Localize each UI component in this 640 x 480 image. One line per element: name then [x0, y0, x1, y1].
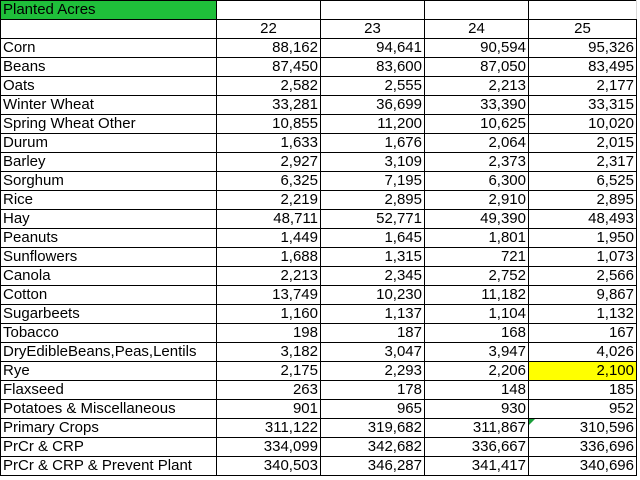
value-cell[interactable]: 168	[425, 324, 529, 343]
table-row	[1, 39, 637, 58]
sheet-title-cell[interactable]: Planted Acres	[1, 1, 217, 20]
value-cell[interactable]: 311,122	[217, 419, 321, 438]
table-row	[1, 457, 637, 476]
value-cell[interactable]: 6,325	[217, 172, 321, 191]
table-row	[1, 248, 637, 267]
crop-label-cell[interactable]: Oats	[1, 77, 217, 96]
value-cell[interactable]: 2,752	[425, 267, 529, 286]
value-cell[interactable]: 2,927	[217, 153, 321, 172]
value-cell[interactable]: 6,300	[425, 172, 529, 191]
crop-label-cell[interactable]: Winter Wheat	[1, 96, 217, 115]
value-cell[interactable]: 2,582	[217, 77, 321, 96]
table-row	[1, 210, 637, 229]
table-row	[1, 343, 637, 362]
value-cell[interactable]: 1,104	[425, 305, 529, 324]
table-row	[1, 153, 637, 172]
value-cell[interactable]: 52,771	[321, 210, 425, 229]
table-row	[1, 438, 637, 457]
crop-label-cell[interactable]: Spring Wheat Other	[1, 115, 217, 134]
value-cell[interactable]: 83,495	[529, 58, 637, 77]
value-cell[interactable]: 7,195	[321, 172, 425, 191]
year-header-row	[1, 20, 637, 39]
value-cell[interactable]: 346,287	[321, 457, 425, 476]
title-row	[1, 1, 637, 20]
table-row	[1, 229, 637, 248]
value-cell[interactable]: 2,345	[321, 267, 425, 286]
value-cell[interactable]: 901	[217, 400, 321, 419]
value-cell[interactable]: 2,566	[529, 267, 637, 286]
crop-label-cell[interactable]: Sunflowers	[1, 248, 217, 267]
value-cell[interactable]: 87,450	[217, 58, 321, 77]
empty-cell[interactable]	[425, 1, 529, 20]
value-cell[interactable]: 2,555	[321, 77, 425, 96]
crop-label-cell[interactable]: Flaxseed	[1, 381, 217, 400]
crop-label-cell[interactable]: Barley	[1, 153, 217, 172]
table-row	[1, 267, 637, 286]
value-cell[interactable]: 2,213	[425, 77, 529, 96]
value-cell[interactable]: 2,015	[529, 134, 637, 153]
value-cell[interactable]: 263	[217, 381, 321, 400]
crop-label-cell[interactable]: Rice	[1, 191, 217, 210]
value-cell[interactable]: 95,326	[529, 39, 637, 58]
table-row	[1, 286, 637, 305]
empty-cell[interactable]	[217, 1, 321, 20]
crop-label-cell[interactable]: Beans	[1, 58, 217, 77]
value-cell[interactable]: 83,600	[321, 58, 425, 77]
value-cell[interactable]: 342,682	[321, 438, 425, 457]
value-cell[interactable]: 198	[217, 324, 321, 343]
table-row	[1, 324, 637, 343]
value-cell[interactable]: 311,867	[425, 419, 529, 438]
table-row	[1, 381, 637, 400]
value-cell[interactable]: 3,109	[321, 153, 425, 172]
value-cell[interactable]: 90,594	[425, 39, 529, 58]
crop-label-cell[interactable]: Durum	[1, 134, 217, 153]
crop-label-cell[interactable]: Peanuts	[1, 229, 217, 248]
crop-label-cell[interactable]: Sorghum	[1, 172, 217, 191]
value-cell[interactable]: 3,047	[321, 343, 425, 362]
value-cell[interactable]: 2,373	[425, 153, 529, 172]
value-cell[interactable]: 340,696	[529, 457, 637, 476]
value-cell[interactable]: 1,449	[217, 229, 321, 248]
table-row	[1, 96, 637, 115]
value-cell[interactable]: 33,390	[425, 96, 529, 115]
highlighted-value-cell[interactable]: 2,100	[529, 362, 637, 381]
crop-label-cell[interactable]: Hay	[1, 210, 217, 229]
value-cell[interactable]: 2,317	[529, 153, 637, 172]
value-cell[interactable]: 11,182	[425, 286, 529, 305]
value-cell[interactable]: 11,200	[321, 115, 425, 134]
value-cell[interactable]: 2,175	[217, 362, 321, 381]
value-cell[interactable]: 9,867	[529, 286, 637, 305]
value-cell[interactable]: 49,390	[425, 210, 529, 229]
value-cell[interactable]: 178	[321, 381, 425, 400]
value-cell[interactable]: 721	[425, 248, 529, 267]
table-row	[1, 191, 637, 210]
table-row	[1, 419, 637, 438]
value-cell[interactable]: 1,676	[321, 134, 425, 153]
value-cell[interactable]: 952	[529, 400, 637, 419]
value-cell[interactable]: 1,950	[529, 229, 637, 248]
value-cell[interactable]: 2,895	[321, 191, 425, 210]
value-cell[interactable]: 87,050	[425, 58, 529, 77]
value-cell[interactable]: 2,293	[321, 362, 425, 381]
year-header-cell[interactable]: 25	[529, 20, 637, 39]
crop-label-cell[interactable]: PrCr & CRP & Prevent Plant	[1, 457, 217, 476]
value-cell[interactable]: 1,160	[217, 305, 321, 324]
crop-label-cell[interactable]: Potatoes & Miscellaneous	[1, 400, 217, 419]
value-cell[interactable]: 10,625	[425, 115, 529, 134]
value-cell[interactable]: 1,633	[217, 134, 321, 153]
value-cell[interactable]: 1,801	[425, 229, 529, 248]
value-cell[interactable]: 10,020	[529, 115, 637, 134]
value-cell[interactable]: 1,132	[529, 305, 637, 324]
value-cell[interactable]: 3,947	[425, 343, 529, 362]
year-header-cell[interactable]: 23	[321, 20, 425, 39]
crop-label-cell[interactable]: PrCr & CRP	[1, 438, 217, 457]
year-header-cell[interactable]: 24	[425, 20, 529, 39]
value-cell[interactable]: 310,596	[529, 419, 637, 438]
value-cell[interactable]: 336,667	[425, 438, 529, 457]
value-cell[interactable]: 965	[321, 400, 425, 419]
value-cell[interactable]: 2,895	[529, 191, 637, 210]
value-cell[interactable]: 1,688	[217, 248, 321, 267]
table-row	[1, 172, 637, 191]
value-cell[interactable]: 88,162	[217, 39, 321, 58]
value-cell[interactable]: 2,213	[217, 267, 321, 286]
value-cell[interactable]: 6,525	[529, 172, 637, 191]
crop-label-cell[interactable]: Canola	[1, 267, 217, 286]
table-row	[1, 362, 637, 381]
empty-cell[interactable]	[529, 1, 637, 20]
value-cell[interactable]: 10,855	[217, 115, 321, 134]
value-cell[interactable]: 10,230	[321, 286, 425, 305]
value-cell[interactable]: 1,073	[529, 248, 637, 267]
value-cell[interactable]: 336,696	[529, 438, 637, 457]
value-cell[interactable]: 1,645	[321, 229, 425, 248]
table-row	[1, 400, 637, 419]
value-cell[interactable]: 48,493	[529, 210, 637, 229]
value-cell[interactable]: 2,910	[425, 191, 529, 210]
value-cell[interactable]: 340,503	[217, 457, 321, 476]
table-row	[1, 305, 637, 324]
value-cell[interactable]: 334,099	[217, 438, 321, 457]
value-cell[interactable]: 94,641	[321, 39, 425, 58]
value-cell[interactable]: 1,137	[321, 305, 425, 324]
value-cell[interactable]: 2,206	[425, 362, 529, 381]
value-cell[interactable]: 33,281	[217, 96, 321, 115]
value-cell[interactable]: 13,749	[217, 286, 321, 305]
value-cell[interactable]: 187	[321, 324, 425, 343]
value-cell[interactable]: 1,315	[321, 248, 425, 267]
value-cell[interactable]: 2,064	[425, 134, 529, 153]
table-row	[1, 77, 637, 96]
value-cell[interactable]: 148	[425, 381, 529, 400]
crop-label-cell[interactable]: DryEdibleBeans,Peas,Lentils	[1, 343, 217, 362]
value-cell[interactable]: 36,699	[321, 96, 425, 115]
value-cell[interactable]: 33,315	[529, 96, 637, 115]
table-row	[1, 115, 637, 134]
crop-label-cell[interactable]: Sugarbeets	[1, 305, 217, 324]
crop-label-cell[interactable]: Rye	[1, 362, 217, 381]
value-cell[interactable]: 319,682	[321, 419, 425, 438]
empty-header-cell[interactable]	[1, 20, 217, 39]
year-header-cell[interactable]: 22	[217, 20, 321, 39]
table-row	[1, 134, 637, 153]
value-cell[interactable]: 4,026	[529, 343, 637, 362]
value-cell[interactable]: 2,219	[217, 191, 321, 210]
empty-cell[interactable]	[321, 1, 425, 20]
value-cell[interactable]: 48,711	[217, 210, 321, 229]
value-cell[interactable]: 185	[529, 381, 637, 400]
value-cell[interactable]: 341,417	[425, 457, 529, 476]
crop-label-cell[interactable]: Primary Crops	[1, 419, 217, 438]
crop-label-cell[interactable]: Tobacco	[1, 324, 217, 343]
value-cell[interactable]: 930	[425, 400, 529, 419]
value-cell[interactable]: 3,182	[217, 343, 321, 362]
value-cell[interactable]: 2,177	[529, 77, 637, 96]
crop-label-cell[interactable]: Cotton	[1, 286, 217, 305]
crop-label-cell[interactable]: Corn	[1, 39, 217, 58]
value-cell[interactable]: 167	[529, 324, 637, 343]
table-row	[1, 58, 637, 77]
